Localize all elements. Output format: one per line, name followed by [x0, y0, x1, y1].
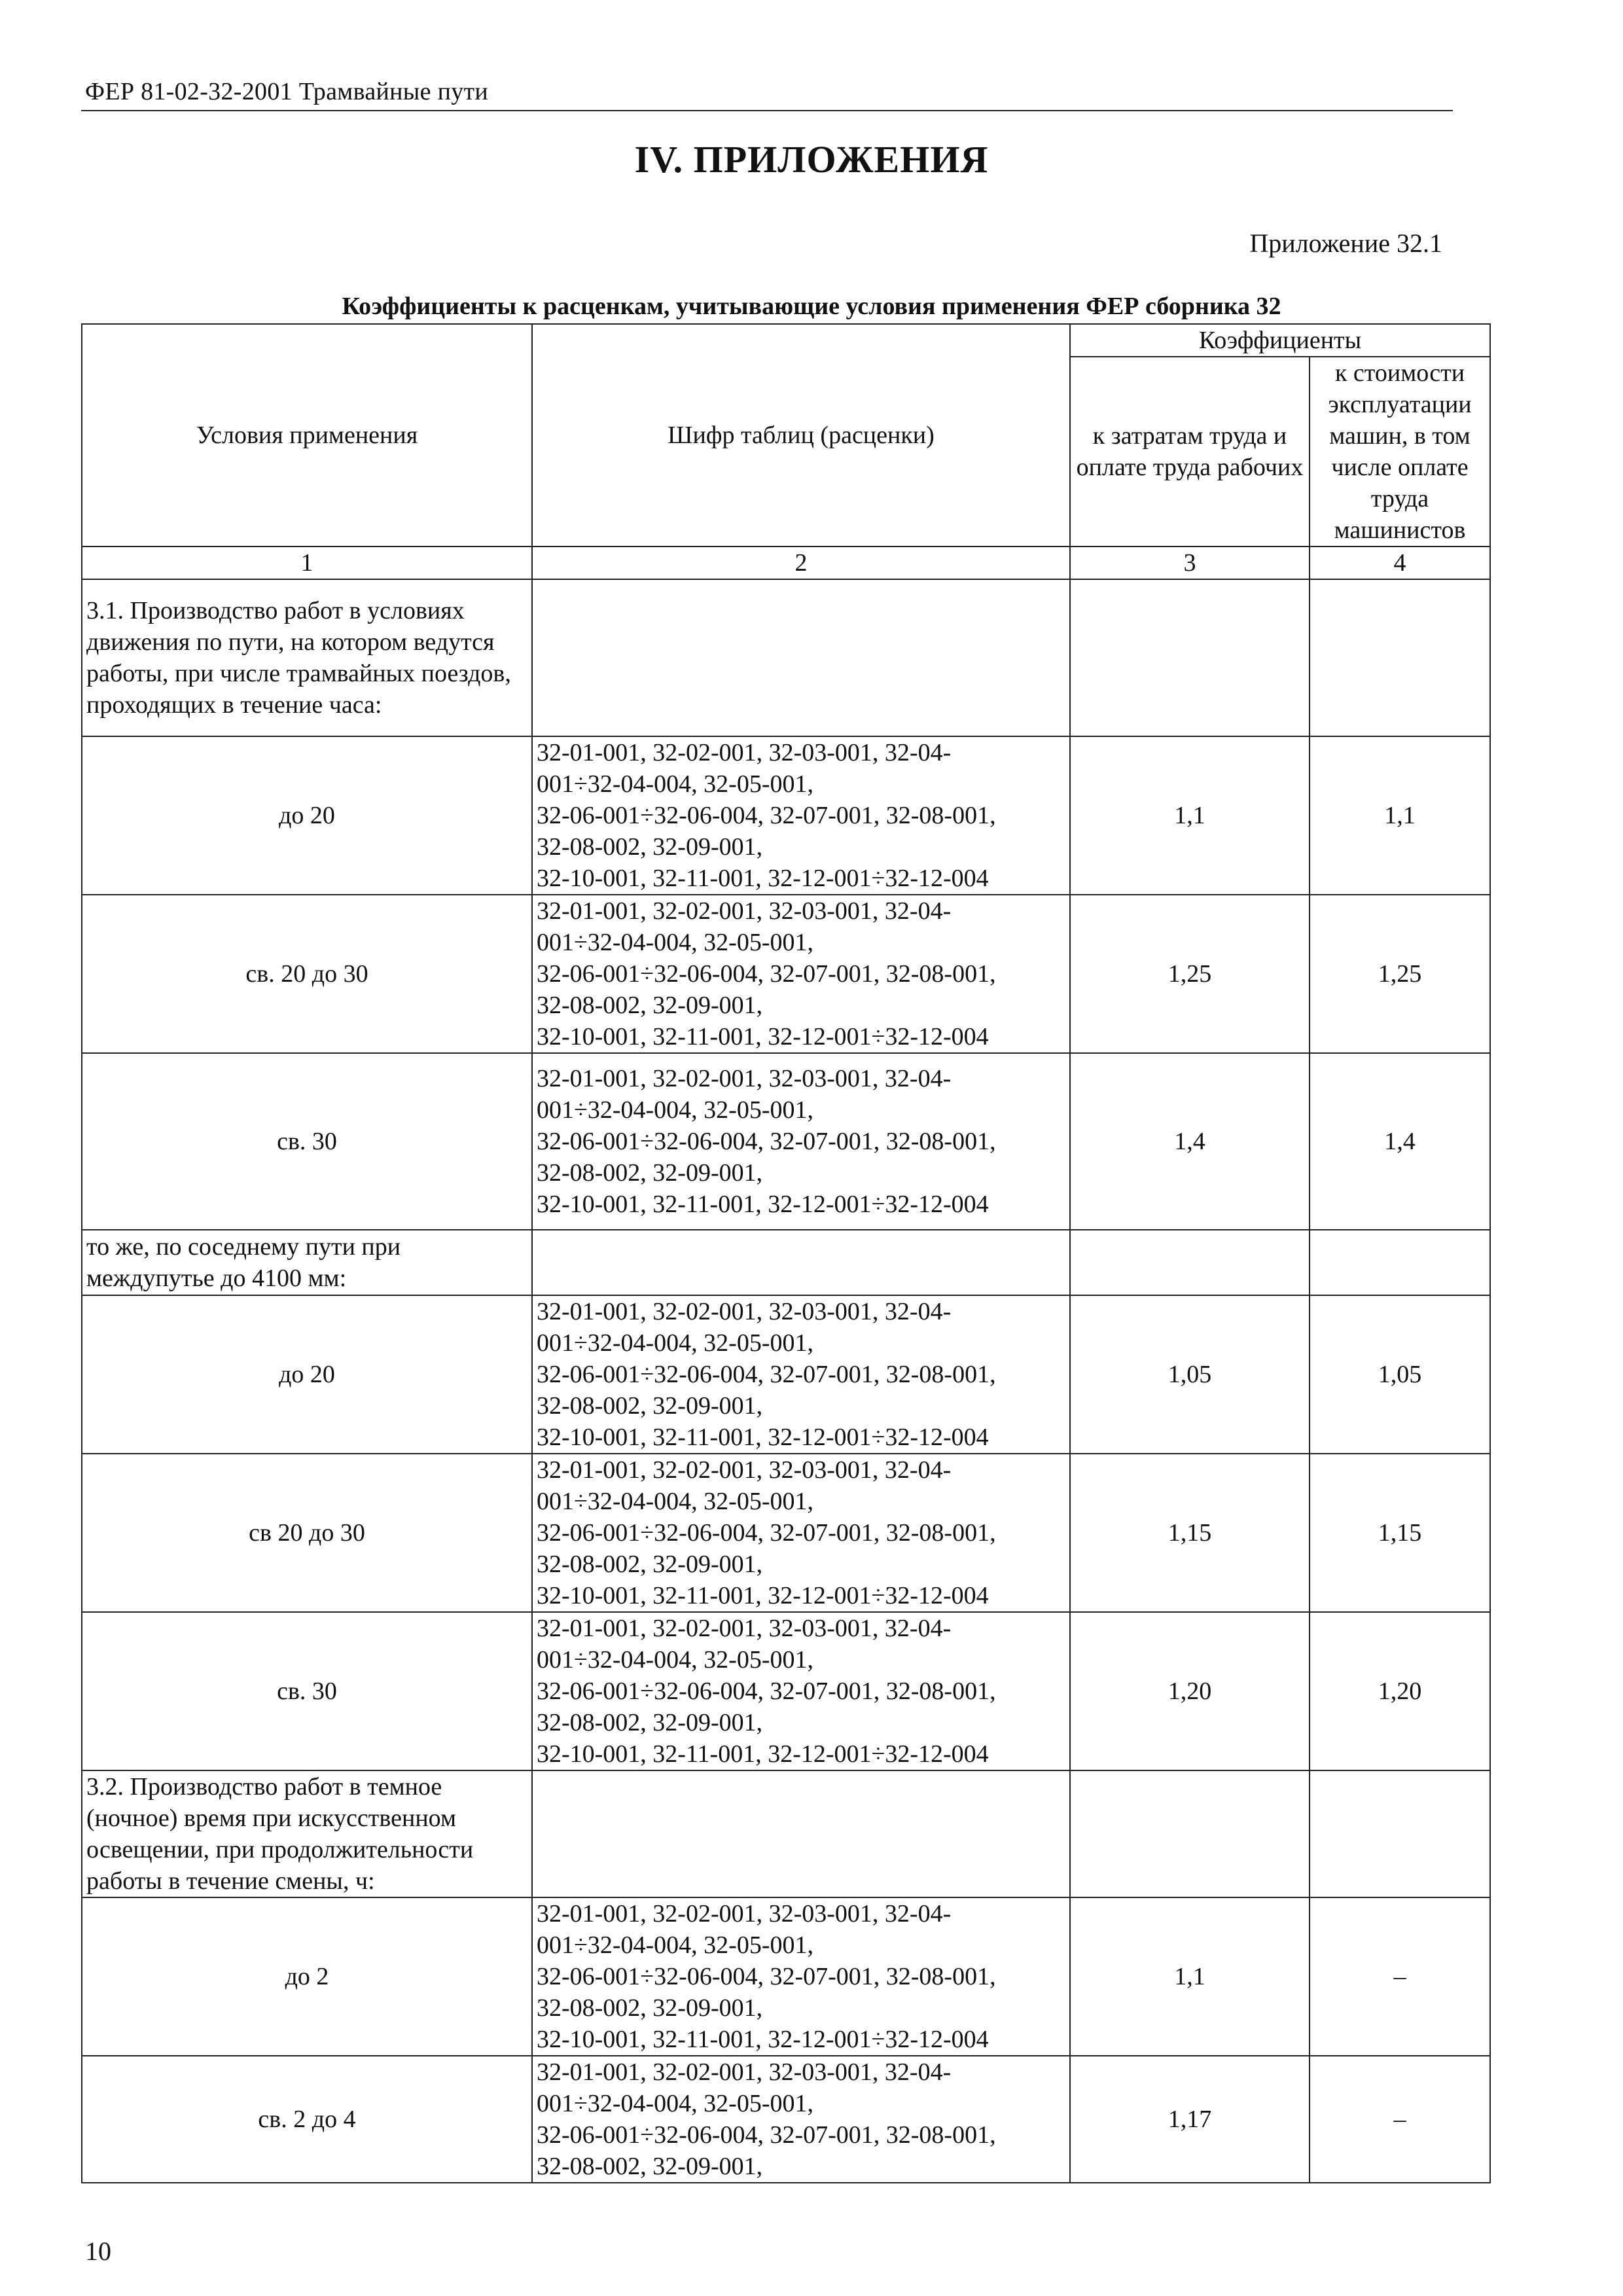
labor-coefficient-cell: 1,1 [1070, 736, 1310, 895]
column-number: 1 [82, 547, 532, 579]
column-number-row [82, 547, 1490, 579]
table-row [82, 1897, 1490, 2056]
codes-cell: 32-01-001, 32-02-001, 32-03-001, 32-04- 001÷32-04-004, 32-05-001, 32-06-001÷32-06-004, 32-07-001, 32-08-001, 32-08-002, 32-09-001, 32-10-001, 32-11-001, 32-12-001÷32-12-004 [532, 1897, 1070, 2056]
page-number: 10 [85, 2236, 111, 2266]
condition-cell: до 20 [82, 736, 532, 895]
column-number: 3 [1070, 547, 1310, 579]
machine-coefficient-cell: 1,25 [1310, 895, 1490, 1053]
table-row [82, 2056, 1490, 2183]
section-title: IV. ПРИЛОЖЕНИЯ [634, 138, 989, 181]
machine-coefficient-cell: 1,05 [1310, 1295, 1490, 1454]
running-header: ФЕР 81-02-32-2001 Трамвайные пути [85, 78, 489, 105]
labor-coefficient-cell: 1,1 [1070, 1897, 1310, 2056]
machine-coefficient-cell: 1,4 [1310, 1053, 1490, 1230]
table-row [82, 736, 1490, 895]
condition-group-cell: 3.2. Производство работ в темное (ночное) время при искусственном освещении, при продолжительности работы в течение смены, ч: [82, 1770, 532, 1897]
condition-cell: св. 30 [82, 1053, 532, 1230]
condition-cell: до 2 [82, 1897, 532, 2056]
condition-cell: св 20 до 30 [82, 1454, 532, 1612]
coefficients-table [81, 323, 1491, 2183]
codes-cell: 32-01-001, 32-02-001, 32-03-001, 32-04- 001÷32-04-004, 32-05-001, 32-06-001÷32-06-004, 32-07-001, 32-08-001, 32-08-002, 32-09-001, 32-10-001, 32-11-001, 32-12-001÷32-12-004 [532, 1612, 1070, 1770]
machine-coefficient-cell: 1,1 [1310, 736, 1490, 895]
header-rule [81, 110, 1453, 111]
empty-cell [1310, 579, 1490, 736]
table-row [82, 1454, 1490, 1612]
labor-coefficient-cell: 1,05 [1070, 1295, 1310, 1454]
header-labor: к затратам труда и оплате труда рабочих [1070, 357, 1310, 547]
table-row [82, 895, 1490, 1053]
condition-group-cell: то же, по соседнему пути при междупутье до 4100 мм: [82, 1230, 532, 1295]
table-group-row [82, 1230, 1490, 1295]
condition-cell: св. 20 до 30 [82, 895, 532, 1053]
labor-coefficient-cell: 1,17 [1070, 2056, 1310, 2183]
condition-cell: до 20 [82, 1295, 532, 1454]
labor-coefficient-cell: 1,15 [1070, 1454, 1310, 1612]
codes-cell: 32-01-001, 32-02-001, 32-03-001, 32-04- 001÷32-04-004, 32-05-001, 32-06-001÷32-06-004, 32-07-001, 32-08-001, 32-08-002, 32-09-001, 32-10-001, 32-11-001, 32-12-001÷32-12-004 [532, 1295, 1070, 1454]
codes-cell: 32-01-001, 32-02-001, 32-03-001, 32-04- 001÷32-04-004, 32-05-001, 32-06-001÷32-06-004, 32-07-001, 32-08-001, 32-08-002, 32-09-001, 32-10-001, 32-11-001, 32-12-001÷32-12-004 [532, 1053, 1070, 1230]
empty-cell [1310, 1770, 1490, 1897]
condition-group-cell: 3.1. Производство работ в условиях движения по пути, на котором ведутся работы, при числе трамвайных поездов, проходящих в течение часа: [82, 579, 532, 736]
header-coefficients: Коэффициенты [1070, 324, 1490, 357]
machine-coefficient-cell: – [1310, 2056, 1490, 2183]
table-row [82, 1612, 1490, 1770]
codes-cell: 32-01-001, 32-02-001, 32-03-001, 32-04- 001÷32-04-004, 32-05-001, 32-06-001÷32-06-004, 32-07-001, 32-08-001, 32-08-002, 32-09-001, 32-10-001, 32-11-001, 32-12-001÷32-12-004 [532, 895, 1070, 1053]
appendix-label: Приложение 32.1 [1249, 228, 1442, 258]
header-conditions: Условия применения [82, 324, 532, 547]
codes-cell: 32-01-001, 32-02-001, 32-03-001, 32-04- 001÷32-04-004, 32-05-001, 32-06-001÷32-06-004, 32-07-001, 32-08-001, 32-08-002, 32-09-001, [532, 2056, 1070, 2183]
empty-cell [532, 579, 1070, 736]
condition-cell: св. 30 [82, 1612, 532, 1770]
machine-coefficient-cell: – [1310, 1897, 1490, 2056]
table-group-row [82, 579, 1490, 736]
codes-cell: 32-01-001, 32-02-001, 32-03-001, 32-04- 001÷32-04-004, 32-05-001, 32-06-001÷32-06-004, 32-07-001, 32-08-001, 32-08-002, 32-09-001, 32-10-001, 32-11-001, 32-12-001÷32-12-004 [532, 1454, 1070, 1612]
labor-coefficient-cell: 1,25 [1070, 895, 1310, 1053]
table-caption: Коэффициенты к расценкам, учитывающие условия применения ФЕР сборника 32 [342, 293, 1281, 320]
labor-coefficient-cell: 1,20 [1070, 1612, 1310, 1770]
column-number: 2 [532, 547, 1070, 579]
empty-cell [532, 1770, 1070, 1897]
table-group-row [82, 1770, 1490, 1897]
table-row [82, 1053, 1490, 1230]
empty-cell [1310, 1230, 1490, 1295]
header-codes: Шифр таблиц (расценки) [532, 324, 1070, 547]
column-number: 4 [1310, 547, 1490, 579]
header-machines: к стоимости эксплуатации машин, в том числе оплате труда машинистов [1310, 357, 1490, 547]
empty-cell [1070, 579, 1310, 736]
machine-coefficient-cell: 1,20 [1310, 1612, 1490, 1770]
table-header-row [82, 324, 1490, 357]
machine-coefficient-cell: 1,15 [1310, 1454, 1490, 1612]
table-row [82, 1295, 1490, 1454]
empty-cell [532, 1230, 1070, 1295]
labor-coefficient-cell: 1,4 [1070, 1053, 1310, 1230]
empty-cell [1070, 1770, 1310, 1897]
empty-cell [1070, 1230, 1310, 1295]
codes-cell: 32-01-001, 32-02-001, 32-03-001, 32-04- 001÷32-04-004, 32-05-001, 32-06-001÷32-06-004, 32-07-001, 32-08-001, 32-08-002, 32-09-001, 32-10-001, 32-11-001, 32-12-001÷32-12-004 [532, 736, 1070, 895]
condition-cell: св. 2 до 4 [82, 2056, 532, 2183]
